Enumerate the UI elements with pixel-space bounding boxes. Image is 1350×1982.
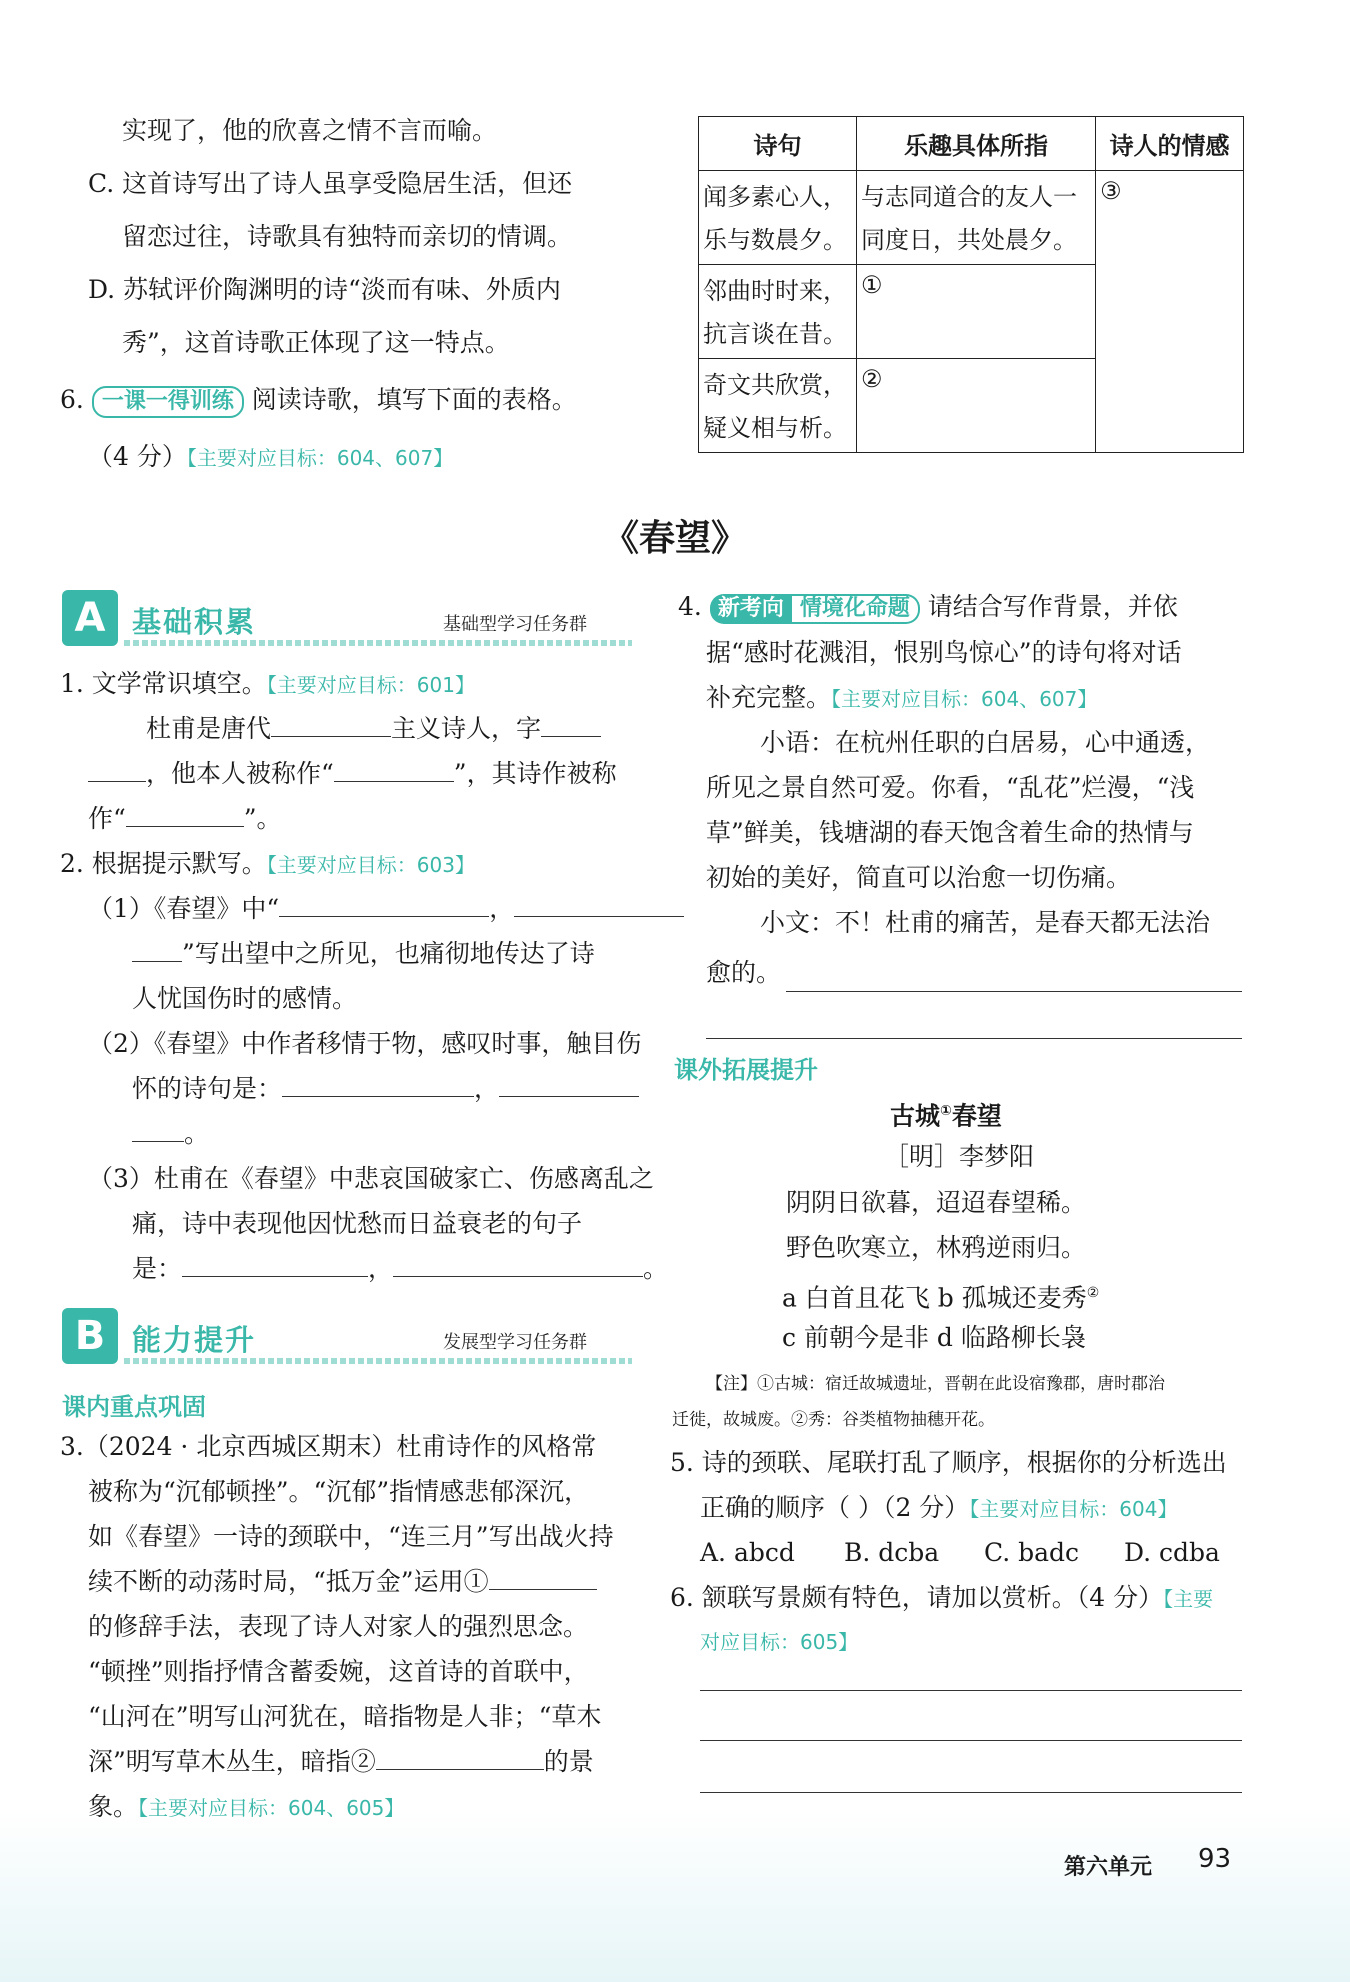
question-3-line8: 深”明写草木丛生，暗指② 的景 bbox=[88, 1747, 594, 1776]
target-tag: 【主要对应目标：604、607】 bbox=[186, 446, 454, 470]
question-1-line1: 杜甫是唐代 主义诗人，字 bbox=[146, 712, 601, 746]
lesson-badge: 一课一得训练 bbox=[92, 386, 244, 418]
section-a-rule bbox=[124, 640, 632, 646]
question-1-line2: ，他本人被称作“ ”，其诗作被称 bbox=[88, 757, 617, 791]
target-tag: 【主要 bbox=[1163, 1587, 1214, 1611]
new-exam-badge: 新考向 bbox=[710, 594, 792, 624]
answer-line[interactable] bbox=[706, 1038, 1242, 1039]
option-d-line1: D. 苏轼评价陶渊明的诗“淡而有味、外质内 bbox=[88, 275, 561, 304]
section-b-letter: B bbox=[62, 1308, 118, 1364]
option-c[interactable]: C. badc bbox=[984, 1538, 1080, 1567]
section-a-letter: A bbox=[62, 590, 118, 646]
question-6b-line2 bbox=[700, 1624, 858, 1659]
question-5-line1: 5. 诗的颈联、尾联打乱了顺序，根据你的分析选出 bbox=[670, 1448, 1227, 1477]
ext-note-1: 【注】①古城：宿迁故城遗址，晋朝在此设宿豫郡，唐时郡治 bbox=[706, 1374, 1165, 1394]
table-cell: 奇文共欣赏， 疑义相与析。 bbox=[699, 359, 857, 453]
table-header-lines: 诗句 bbox=[699, 117, 857, 171]
question-2-s2-line1: （2）《春望》中作者移情于物，感叹时事，触目伤 bbox=[88, 1029, 642, 1058]
question-4-line2: 据“感时花溅泪，恨别鸟惊心”的诗句将对话 bbox=[706, 638, 1182, 667]
dialog-p2: 所见之景自然可爱。你看，“乱花”烂漫，“浅 bbox=[706, 773, 1195, 802]
answer-blank[interactable] bbox=[282, 1072, 474, 1097]
answer-line[interactable] bbox=[700, 1740, 1242, 1741]
question-2-s1-line1: （1）《春望》中“ ， bbox=[88, 892, 684, 926]
option-b[interactable]: B. dcba bbox=[844, 1538, 940, 1567]
answer-line[interactable] bbox=[786, 991, 1242, 992]
dialog-p5: 小文：不！杜甫的痛苦，是春天都无法治 bbox=[760, 908, 1211, 937]
section-a-header bbox=[62, 590, 632, 648]
question-3-line7: “山河在”明写山河犹在，暗指物是人非；“草木 bbox=[88, 1702, 602, 1731]
option-a[interactable]: A. abcd bbox=[700, 1538, 795, 1567]
answer-blank[interactable] bbox=[182, 1252, 368, 1277]
answer-blank[interactable] bbox=[514, 892, 684, 917]
section-a-title: 基础积累 bbox=[132, 605, 257, 639]
question-number: 6. bbox=[60, 385, 84, 414]
question-2-s3-line2: 痛，诗中表现他因忧愁而日益衰老的句子 bbox=[132, 1209, 583, 1238]
option-c-line2: 留恋过往，诗歌具有独特而亲切的情调。 bbox=[122, 222, 573, 251]
question-4-line3: 补充完整。【主要对应目标：604、607】 bbox=[706, 683, 1098, 712]
section-b-header bbox=[62, 1308, 632, 1366]
footer-unit: 第六单元 bbox=[1064, 1855, 1153, 1880]
answer-blank[interactable] bbox=[132, 937, 182, 962]
answer-blank[interactable] bbox=[376, 1745, 544, 1770]
target-tag: 【主要对应目标：603】 bbox=[266, 853, 475, 877]
option-d[interactable]: D. cdba bbox=[1124, 1538, 1220, 1567]
question-2-s3-line3: 是： ， 。 bbox=[132, 1254, 669, 1283]
question-2-s2-line3: 。 bbox=[132, 1117, 209, 1151]
target-tag: 【主要对应目标：604】 bbox=[969, 1497, 1178, 1521]
table-cell: 与志同道合的友人一 同度日，共处晨夕。 bbox=[856, 171, 1095, 265]
scenario-badge: 情境化命题 bbox=[792, 594, 920, 624]
subhead-extension: 课外拓展提升 bbox=[674, 1056, 818, 1084]
answer-blank[interactable] bbox=[271, 712, 391, 737]
answer-blank[interactable] bbox=[279, 892, 489, 917]
target-tag: 【主要对应目标：601】 bbox=[266, 673, 475, 697]
question-2-s3-line1: （3）杜甫在《春望》中悲哀国破家亡、伤感离乱之 bbox=[88, 1164, 654, 1193]
ext-poem-line3: a 白首且花飞 b 孤城还麦秀② bbox=[782, 1283, 1100, 1313]
table-header-meaning: 乐趣具体所指 bbox=[856, 117, 1095, 171]
answer-blank[interactable] bbox=[88, 757, 146, 782]
subhead-in-class: 课内重点巩固 bbox=[62, 1393, 206, 1421]
ext-poem-line4: c 前朝今是非 d 临路柳长袅 bbox=[782, 1323, 1086, 1352]
question-5-line2: 正确的顺序（ ）（2 分）【主要对应目标：604】 bbox=[700, 1493, 1178, 1522]
poem-table bbox=[698, 116, 1244, 453]
answer-blank[interactable] bbox=[126, 802, 244, 827]
ext-poem-line2: 野色吹寒立，林鸦逆雨归。 bbox=[786, 1233, 1087, 1262]
table-cell: ① bbox=[856, 265, 1095, 359]
question-3-line9: 象。【主要对应目标：604、605】 bbox=[88, 1792, 405, 1821]
table-row bbox=[699, 171, 1244, 265]
table-cell: 邻曲时时来， 抗言谈在昔。 bbox=[699, 265, 857, 359]
section-a-sub: 基础型学习任务群 bbox=[443, 614, 587, 635]
section-b-sub: 发展型学习任务群 bbox=[443, 1332, 587, 1353]
ext-poem-title: 古城①春望 bbox=[890, 1101, 1002, 1131]
target-tag: 对应目标：605】 bbox=[700, 1630, 859, 1654]
question-3-line1: 3.（2024 · 北京西城区期末）杜甫诗作的风格常 bbox=[60, 1432, 597, 1461]
option-d-line2: 秀”，这首诗歌正体现了这一特点。 bbox=[122, 328, 510, 357]
ext-poem-author: ［明］李梦阳 bbox=[884, 1142, 1035, 1171]
page-number: 93 bbox=[1198, 1844, 1232, 1874]
question-6b-line1: 6. 颔联写景颇有特色，请加以赏析。（4 分）【主要 bbox=[670, 1583, 1214, 1612]
ext-note-2: 迁徙，故城废。②秀：谷类植物抽穗开花。 bbox=[672, 1410, 995, 1430]
question-6-score bbox=[88, 440, 453, 475]
question-4-head: 4. 新考向 情境化命题 请结合写作背景，并依 bbox=[678, 590, 1178, 624]
table-cell: 闻多素心人， 乐与数晨夕。 bbox=[699, 171, 857, 265]
question-2-s1-line3: 人忧国伤时的感情。 bbox=[132, 984, 358, 1013]
table-cell: ② bbox=[856, 359, 1095, 453]
dialog-p3: 草”鲜美，钱塘湖的春天饱含着生命的热情与 bbox=[706, 818, 1194, 847]
question-3-line4: 续不断的动荡时局，“抵万金”运用① bbox=[88, 1565, 597, 1599]
option-b-tail: 实现了，他的欣喜之情不言而喻。 bbox=[122, 116, 498, 145]
option-c-line1: C. 这首诗写出了诗人虽享受隐居生活，但还 bbox=[88, 169, 573, 198]
question-2-s1-line2: ”写出望中之所见，也痛彻地传达了诗 bbox=[132, 937, 595, 971]
page-bottom-tint bbox=[0, 1812, 1350, 1982]
question-3-line6: “顿挫”则指抒情含蓄委婉，这首诗的首联中， bbox=[88, 1657, 589, 1686]
poem-title: 《春望》 bbox=[602, 518, 747, 559]
target-tag: 【主要对应目标：604、605】 bbox=[138, 1796, 405, 1820]
answer-blank[interactable] bbox=[334, 757, 454, 782]
answer-line[interactable] bbox=[700, 1690, 1242, 1691]
answer-blank[interactable] bbox=[541, 712, 601, 737]
question-text: 阅读诗歌，填写下面的表格。 bbox=[251, 385, 577, 414]
question-2-s2-line2: 怀的诗句是： ， bbox=[132, 1072, 639, 1106]
dialog-p6: 愈的。 bbox=[706, 958, 782, 987]
table-header-feeling: 诗人的情感 bbox=[1096, 117, 1244, 171]
question-2-head: 2. 根据提示默写。【主要对应目标：603】 bbox=[60, 849, 475, 878]
answer-blank[interactable] bbox=[499, 1072, 639, 1097]
answer-blank[interactable] bbox=[132, 1117, 184, 1142]
answer-line[interactable] bbox=[700, 1792, 1242, 1793]
dialog-p1: 小语：在杭州任职的白居易，心中通透， bbox=[760, 728, 1211, 757]
question-3-line3: 如《春望》一诗的颈联中，“连三月”写出战火持 bbox=[88, 1522, 614, 1551]
section-b-title: 能力提升 bbox=[132, 1323, 257, 1357]
question-1-line3: 作“ ”。 bbox=[88, 804, 282, 833]
dialog-p4: 初始的美好，简直可以治愈一切伤痛。 bbox=[706, 863, 1132, 892]
answer-blank[interactable] bbox=[489, 1565, 597, 1590]
score: （4 分） bbox=[88, 442, 187, 471]
question-3-line5: 的修辞手法，表现了诗人对家人的强烈思念。 bbox=[88, 1612, 589, 1641]
section-b-rule bbox=[124, 1358, 632, 1364]
table-cell-feeling: ③ bbox=[1096, 171, 1244, 453]
question-6-top bbox=[60, 383, 577, 418]
answer-blank[interactable] bbox=[393, 1252, 643, 1277]
question-3-line2: 被称为“沉郁顿挫”。“沉郁”指情感悲郁深沉， bbox=[88, 1477, 590, 1506]
ext-poem-line1: 阴阴日欲暮，迢迢春望稀。 bbox=[786, 1188, 1087, 1217]
question-1-head: 1. 文学常识填空。【主要对应目标：601】 bbox=[60, 669, 475, 698]
target-tag: 【主要对应目标：604、607】 bbox=[831, 687, 1098, 711]
